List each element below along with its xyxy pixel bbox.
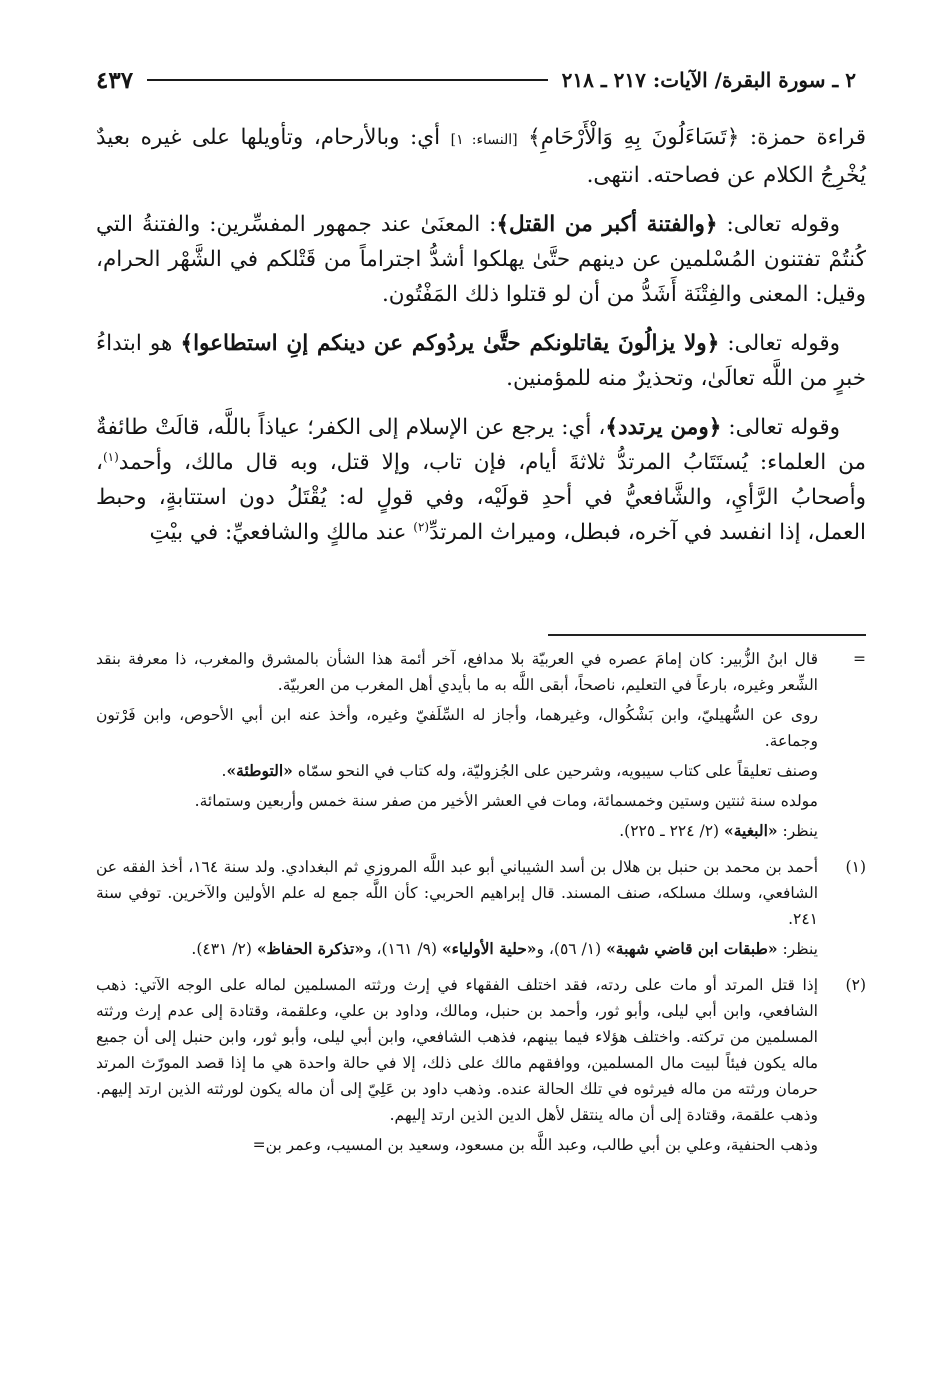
text: ينظر: (777, 940, 818, 958)
text: (٢/ ٢٢٤ ـ ٢٢٥). (619, 822, 725, 840)
footnote-line (96, 758, 818, 784)
text: : المعنَىٰ عند جمهور المفسِّرين: والفتنةُ التي كُنتُمْ تفتنون المُسْلمين عن دينهم حتَّىٰ يهلكوا أشدُّ اجتراماً من قَتْلكم في الشَّهْر الحرام، وقيل: المعنى والفِتْنَة أَشَدُّ من أن لو قتلوا ذلك المَفْتُون. (96, 212, 866, 307)
book-title: «تذكرة الحفاظ» (256, 939, 365, 958)
book-title: «حلية الأولياء» (441, 939, 537, 958)
book-title: «البغية» (724, 821, 778, 840)
paragraph-1 (96, 120, 866, 193)
quran-quote: ﴿ولا يزالُونَ يقاتلونكم حتَّىٰ يردُوكم عن دينكم إنِ استطاعوا﴾ (180, 331, 720, 356)
text: ، وأصحابُ الرَّأيِ، والشَّافعيُّ في أحدِ قولَيْه، وفي قولٍ له: يُقْتَلُ دون استتابةٍ، وحبط العمل، إذا انفسد في آخره، فبطل، وميراث المرتدِّ (96, 450, 866, 545)
quran-reference: [النساء: ١] (450, 132, 518, 148)
quran-quote: ﴿والفتنة أكبر من القتل﴾ (496, 212, 718, 237)
paragraph-3 (96, 326, 866, 396)
text: قراءة حمزة: ﴿تَسَاءَلُونَ بِهِ وَالْأَرْحَامِ﴾ (517, 125, 866, 150)
text: هو ابتداءُ خبرٍ من اللَّه تعالَىٰ، وتحذيرٌ منه للمؤمنين. (96, 331, 866, 391)
text: وقوله تعالى: (721, 415, 840, 440)
footnote-2 (96, 972, 866, 1162)
main-text (96, 120, 866, 564)
book-title: «طبقات ابن قاضي شهبة» (606, 939, 778, 958)
page-number: ٤٣٧ (96, 66, 134, 94)
footnote-line: روى عن السُّهيليّ، وابن بَشْكُوال، وغيرهما، وأجاز له السِّلَفيّ وغيره، وأخذ عنه ابن أبي الأحوص، وابن فَرْتون وجماعة. (96, 706, 818, 750)
continuation-marker: = (853, 650, 866, 668)
footnote-separator (548, 634, 866, 636)
footnote-sources (96, 936, 818, 962)
text: أي: وبالأرحام، وتأويلها على غيره بعيدٌ يُخْرِجُ الكلام عن فصاحته. انتهى. (96, 125, 866, 188)
book-title: «التوطئة» (226, 761, 293, 780)
text: (٩/ ١٦١)، و (364, 940, 442, 958)
running-title: ٢ ـ سورة البقرة/ الآيات: ٢١٧ ـ ٢١٨ (561, 68, 856, 92)
footnote-number: (١) (845, 858, 866, 876)
text: (٢/ ٤٣١). (191, 940, 257, 958)
footnote-text: أحمد بن محمد بن حنبل بن هلال بن أسد الشيباني أبو عبد اللَّه المروزي ثم البغدادي. ولد سنة ١٦٤، أخذ الفقه عن الشافعي، وسلك مسلكه، صنف المسند. قال إبراهيم الحربي: كأن اللَّه جمع له علم الأولين والآخرين. توفي سنة ٢٤١. (96, 858, 818, 928)
text: ، أي: يرجع عن الإسلام إلى الكفر؛ عياذاً باللَّه، قالَتْ طائفةٌ من العلماء: يُستَتَابُ المرتدُّ ثلاثةَ أيام، فإن تاب، وإلا قتل، وبه قال مالك، وأحمد (96, 415, 866, 475)
footnote-1 (96, 854, 866, 966)
footnote-line (96, 818, 818, 844)
text: عند مالكٍ والشافعيِّ: في بيْتِ (149, 520, 414, 545)
footnote-text: إذا قتل المرتد أو مات على ردته، فقد اختلف الفقهاء في إرث ورثته المسلمين لماله على الوجه الآتي: ذهب الشافعي، وابن أبي ليلى، وأبو ثور، وأحمد بن حنبل، ومالك، وداود بن علي، وعلقمة، وقتادة إلى عدم إرث ورثته المسلمين من تركته. واختلف هؤلاء فيما بينهم، فذهب الشافعي، وابن أبي ليلى، وأبو ثور، وابن حنبل إلى أن جميع ماله يكون فيئاً لبيت مال المسلمين، ووافقهم مالك على ذلك، إلا في حالة واحدة هي ما إذا قصد المورّث المرتد حرمان ورثته من ماله فيرثوه في تلك الحالة عنده. وذهب داود بن عَلِيّ إلى أن ماله يكون لورثته الذين ارتد إليهم. وذهب علقمة، وقتادة إلى أن ماله ينتقل لأهل الدين الذين ارتد إليهم. (96, 976, 818, 1124)
footnote-text: وذهب الحنفية، وعلي بن أبي طالب، وعبد اللَّه بن مسعود، وسعيد بن المسيب، وعمر بن= (252, 1136, 818, 1154)
text: وقوله تعالى: (719, 331, 840, 356)
footnote-line: مولده سنة ثنتين وستين وخمسمائة، ومات في العشر الأخير من صفر سنة خمس وأربعين وستمائة. (194, 792, 818, 810)
footnote-ref-2[interactable]: (٢) (413, 519, 430, 534)
text: (١/ ٥٦)، و (536, 940, 607, 958)
paragraph-2 (96, 207, 866, 312)
footnotes (96, 646, 866, 1168)
footnote-number: (٢) (845, 976, 866, 994)
footnote-ref-1[interactable]: (١) (102, 449, 119, 464)
footnote-continuation (96, 646, 866, 848)
text: وصنف تعليقاً على كتاب سيبويه، وشرحين على الجُزوليّة، وله كتاب في النحو سمّاه (292, 762, 818, 780)
footnote-line: قال ابنُ الزُّبير: كان إمامَ عصره في العربيّة بلا مدافع، آخر أئمة هذا الشأن بالمشرق والمغرب، ذا معرفة بنقد الشِّعر وغيره، بارعاً في التعليم، ناصحاً، أبقى اللَّه به ما بأيدي أهل المغرب من العربيّة. (96, 650, 818, 694)
page-header (96, 60, 856, 100)
text: . (221, 762, 227, 780)
header-rule (147, 79, 548, 81)
quran-quote: ﴿ومن يرتدد﴾ (605, 415, 722, 440)
text: ينظر: (777, 822, 818, 840)
text: وقوله تعالى: (717, 212, 840, 237)
paragraph-4 (96, 410, 866, 550)
